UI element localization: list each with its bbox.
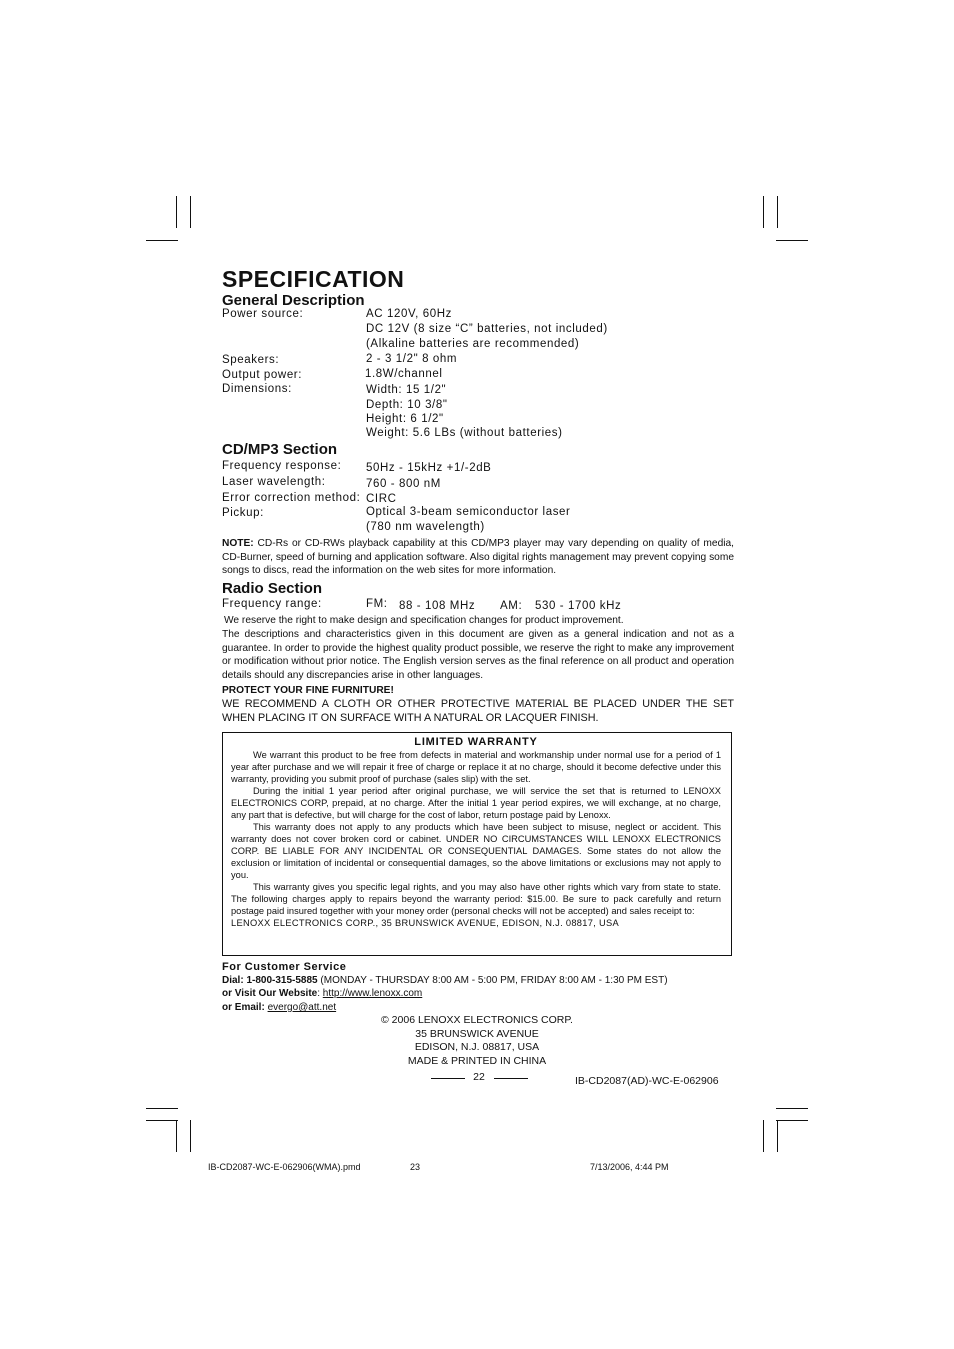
crop-mark xyxy=(763,196,764,228)
spec-label: Pickup: xyxy=(222,507,264,519)
crop-mark xyxy=(146,1108,178,1109)
crop-mark xyxy=(763,1120,764,1152)
page-rule xyxy=(494,1078,528,1079)
spec-value: 760 - 800 nM xyxy=(366,478,441,490)
warranty-paragraph: We warrant this product to be free from defects in material and workmanship under normal use for a period of 1 year after purchase and we will repair it free of charge or replace it at no charge, should it become defective under this warranty, providing you submit proof of purchase (sales slip) with the set. xyxy=(231,750,721,784)
crop-mark xyxy=(776,1108,808,1109)
spec-label: Frequency response: xyxy=(222,460,342,472)
spec-row-radio xyxy=(222,598,622,612)
spec-label: Laser wavelength: xyxy=(222,476,326,488)
spec-value: Depth: 10 3/8" xyxy=(366,399,448,411)
website-link[interactable]: http://www.lenoxx.com xyxy=(322,988,423,999)
crop-mark xyxy=(777,196,778,228)
fm-value: 88 - 108 MHz xyxy=(399,600,476,612)
reserve-text: We reserve the right to make design and specification changes for product improvement. xyxy=(224,615,624,626)
crop-mark xyxy=(146,240,178,241)
service-email xyxy=(222,1002,336,1013)
cd-note xyxy=(222,537,734,578)
company-line: © 2006 LENOXX ELECTRONICS CORP. xyxy=(381,1014,573,1026)
service-web xyxy=(222,988,422,999)
cd-heading: CD/MP3 Section xyxy=(222,441,338,458)
radio-heading: Radio Section xyxy=(222,580,323,597)
spec-value: 50Hz - 15kHz +1/-2dB xyxy=(366,462,492,474)
spec-row-dimensions xyxy=(222,383,563,439)
warranty-paragraph: This warranty gives you specific legal rights, and you may also have other rights which vary from state to state. The following charges apply to repairs beyond the warranty period: $15.00. Be sure to pack carefully and return postage paid insured together with your money order (personal checks will not be accepted) and sales receipt to: xyxy=(231,882,721,916)
warranty-paragraph: This warranty does not apply to any products which have been subject to misuse, neglect or accident. This warranty does not cover broken cord or cabinet. UNDER NO CIRCUMSTANCES WILL LENOXX ELECTRONICS CORP. BE LIABLE FOR ANY INCIDENTAL OR CONSEQUENTIAL DAMAGES. Some states do not allow the exclusion or limitation of incidental or consequential damages, so the above limitations or exclusions may not apply to you. xyxy=(231,822,721,880)
spec-value: (780 nm wavelength) xyxy=(366,521,485,533)
spec-label: Output power: xyxy=(222,369,303,381)
crop-mark xyxy=(190,196,191,228)
spec-value: DC 12V (8 size “C” batteries, not included) xyxy=(366,323,608,335)
spec-row-laser xyxy=(222,476,441,490)
spec-value: Weight: 5.6 LBs (without batteries) xyxy=(366,427,563,439)
spec-label: Power source: xyxy=(222,308,304,320)
warranty-address: LENOXX ELECTRONICS CORP., 35 BRUNSWICK AVENUE, EDISON, N.J. 08817, USA xyxy=(231,918,619,928)
page-title: SPECIFICATION xyxy=(222,266,405,292)
email-label: or Email: xyxy=(222,1002,268,1013)
crop-mark xyxy=(190,1120,191,1152)
spec-value: 2 - 3 1/2" 8 ohm xyxy=(366,353,458,365)
spec-value: Optical 3-beam semiconductor laser xyxy=(366,506,571,518)
footer-file: IB-CD2087-WC-E-062906(WMA).pmd xyxy=(208,1162,361,1172)
doc-code: IB-CD2087(AD)-WC-E-062906 xyxy=(575,1075,719,1087)
crop-mark xyxy=(776,1120,808,1121)
am-value: 530 - 1700 kHz xyxy=(535,600,622,612)
spec-value: (Alkaline batteries are recommended) xyxy=(366,338,580,350)
spec-label: Speakers: xyxy=(222,354,280,366)
general-heading: General Description xyxy=(222,292,365,309)
spec-value: CIRC xyxy=(366,493,397,505)
page-number: 22 xyxy=(473,1071,485,1083)
spec-row-pickup xyxy=(222,506,571,533)
furniture-heading: PROTECT YOUR FINE FURNITURE! xyxy=(222,685,394,696)
spec-row-frequency xyxy=(222,460,492,474)
crop-mark xyxy=(176,196,177,228)
service-heading: For Customer Service xyxy=(222,961,347,973)
spec-label: Dimensions: xyxy=(222,383,292,395)
company-line: EDISON, N.J. 08817, USA xyxy=(414,1041,540,1053)
footer-page: 23 xyxy=(410,1162,421,1172)
footer-date: 7/13/2006, 4:44 PM xyxy=(590,1162,669,1172)
service-dial xyxy=(222,975,668,986)
fm-label: FM: xyxy=(366,598,388,610)
company-line: MADE & PRINTED IN CHINA xyxy=(407,1054,547,1067)
spec-value: Width: 15 1/2" xyxy=(366,384,447,396)
spec-row-speakers xyxy=(222,353,458,366)
dial-hours: (MONDAY - THURSDAY 8:00 AM - 5:00 PM, FRIDAY 8:00 AM - 1:30 PM EST) xyxy=(317,975,668,986)
warranty-title: LIMITED WARRANTY xyxy=(414,736,538,748)
email-link[interactable]: evergo@att.net xyxy=(267,1002,337,1013)
web-sep: : xyxy=(317,988,323,999)
page-rule xyxy=(431,1078,465,1079)
spec-value: 1.8W/channel xyxy=(365,368,443,380)
crop-mark xyxy=(777,1120,778,1152)
company-line: 35 BRUNSWICK AVENUE xyxy=(415,1027,539,1040)
crop-mark xyxy=(146,1120,178,1121)
spec-row-error xyxy=(222,492,397,505)
furniture-text: WE RECOMMEND A CLOTH OR OTHER PROTECTIVE MATERIAL BE PLACED UNDER THE SET WHEN PLACING IT ON SURFACE WITH A NATURAL OR LACQUER FINISH. xyxy=(222,698,734,724)
dial-label: Dial: 1-800-315-5885 xyxy=(222,975,318,986)
spec-label: Error correction method: xyxy=(222,492,361,504)
spec-label: Frequency range: xyxy=(222,598,322,610)
crop-mark xyxy=(776,240,808,241)
warranty-box xyxy=(222,732,732,956)
descriptions-text: The descriptions and characteristics given in this document are given as a general indication and not as a guarantee. In order to provide the highest quality product possible, we reserve the right to make any improvement or modification without prior notice. The English version serves as the final reference on all product and operation details should any discrepancies arise in other languages. xyxy=(222,629,734,681)
spec-value: Height: 6 1/2" xyxy=(366,413,444,425)
warranty-paragraph: During the initial 1 year period after original purchase, we will service the set that is returned to LENOXX ELECTRONICS CORP, prepaid, at no charge. After the initial 1 year period expires, we will exchange, at no charge, any part that is defective, but will charge for the cost of labor, return postage paid by Lenoxx. xyxy=(231,786,721,820)
spec-row-output xyxy=(222,368,443,381)
note-text: CD-Rs or CD-RWs playback capability at this CD/MP3 player may vary depending on quality of media, CD-Burner, speed of burning and application software. Also digital rights management may prevent copying some songs to discs, read the information on the web sites for more information. xyxy=(222,538,734,576)
web-label: or Visit Our Website xyxy=(222,988,318,999)
spec-row-power xyxy=(222,308,608,350)
crop-mark xyxy=(176,1120,177,1152)
company-block xyxy=(300,1014,654,1068)
spec-value: AC 120V, 60Hz xyxy=(366,308,453,320)
am-label: AM: xyxy=(500,600,523,612)
note-label: NOTE: xyxy=(222,538,254,549)
